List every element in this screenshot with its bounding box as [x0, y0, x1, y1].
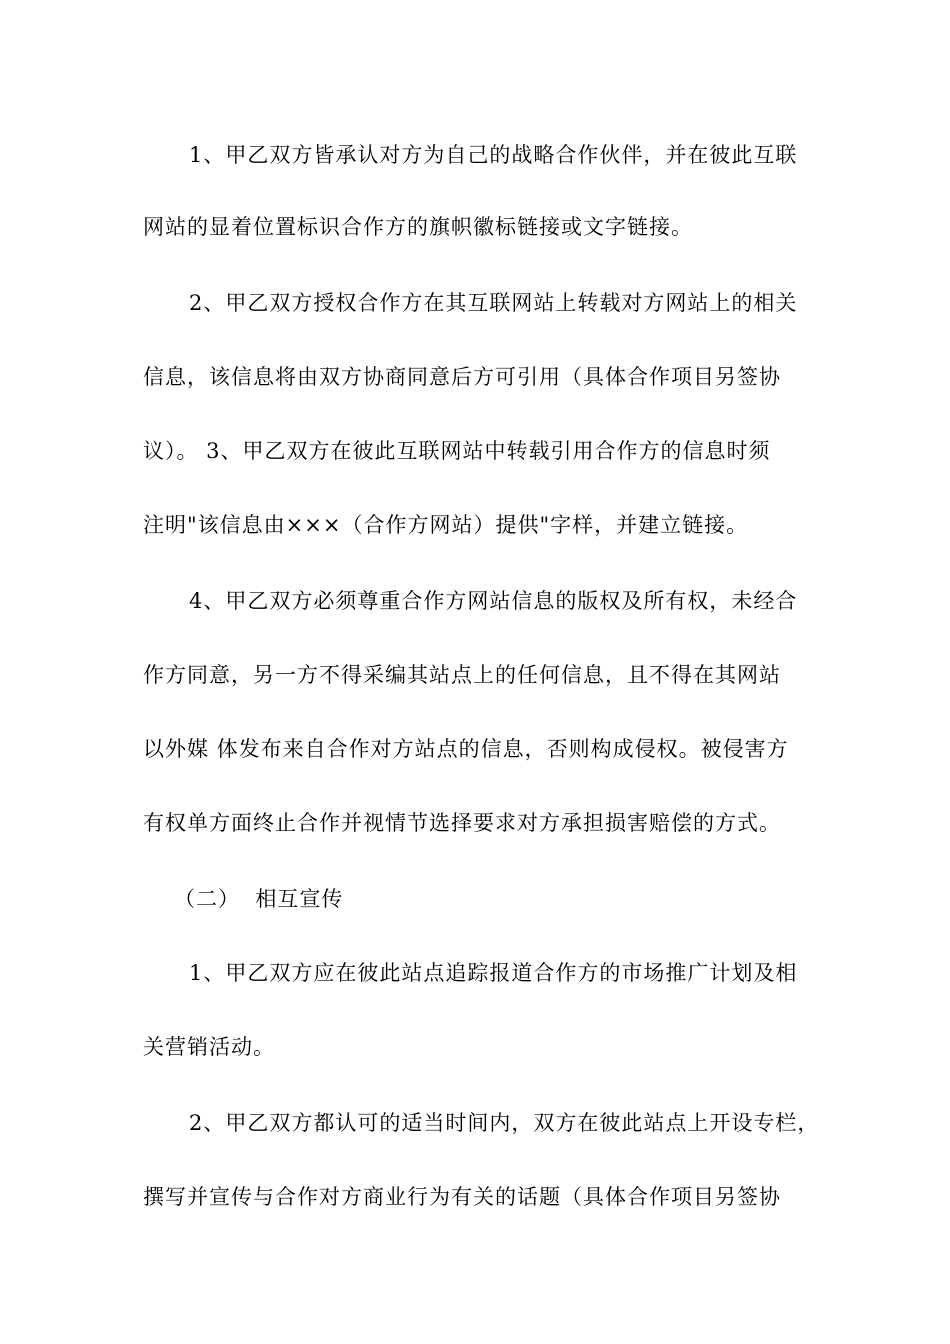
paragraph-line: 撰写并宣传与合作对方商业行为有关的话题（具体合作项目另签协	[143, 1185, 781, 1209]
paragraph-line: 1、甲乙双方皆承认对方为自己的战略合作伙伴，并在彼此互联	[189, 143, 798, 167]
paragraph-line: 4、甲乙双方必须尊重合作方网站信息的版权及所有权，未经合	[189, 589, 798, 613]
paragraph-line: 2、甲乙双方都认可的适当时间内，双方在彼此站点上开设专栏，	[189, 1111, 820, 1135]
paragraph-line: 以外媒 体发布来自合作对方站点的信息，否则构成侵权。被侵害方	[143, 737, 789, 761]
paragraph-line: 关营销活动。	[143, 1035, 275, 1059]
paragraph-line: 1、甲乙双方应在彼此站点追踪报道合作方的市场推广计划及相	[189, 961, 798, 985]
paragraph-line: 网站的显着位置标识合作方的旗帜徽标链接或文字链接。	[143, 215, 693, 239]
paragraph-line: 信息，该信息将由双方协商同意后方可引用（具体合作项目另签协	[143, 365, 781, 389]
paragraph-line: 议）。 3、甲乙双方在彼此互联网站中转载引用合作方的信息时须	[143, 439, 771, 463]
paragraph-line: 2、甲乙双方授权合作方在其互联网站上转载对方网站上的相关	[189, 291, 798, 315]
paragraph-line: 注明"该信息由×××（合作方网站）提供"字样，并建立链接。	[143, 513, 749, 537]
paragraph-line: 作方同意，另一方不得采编其站点上的任何信息，且不得在其网站	[143, 663, 781, 687]
paragraph-line: 有权单方面终止合作并视情节选择要求对方承担损害赔偿的方式。	[143, 811, 781, 835]
section-heading: （二） 相互宣传	[174, 887, 344, 911]
